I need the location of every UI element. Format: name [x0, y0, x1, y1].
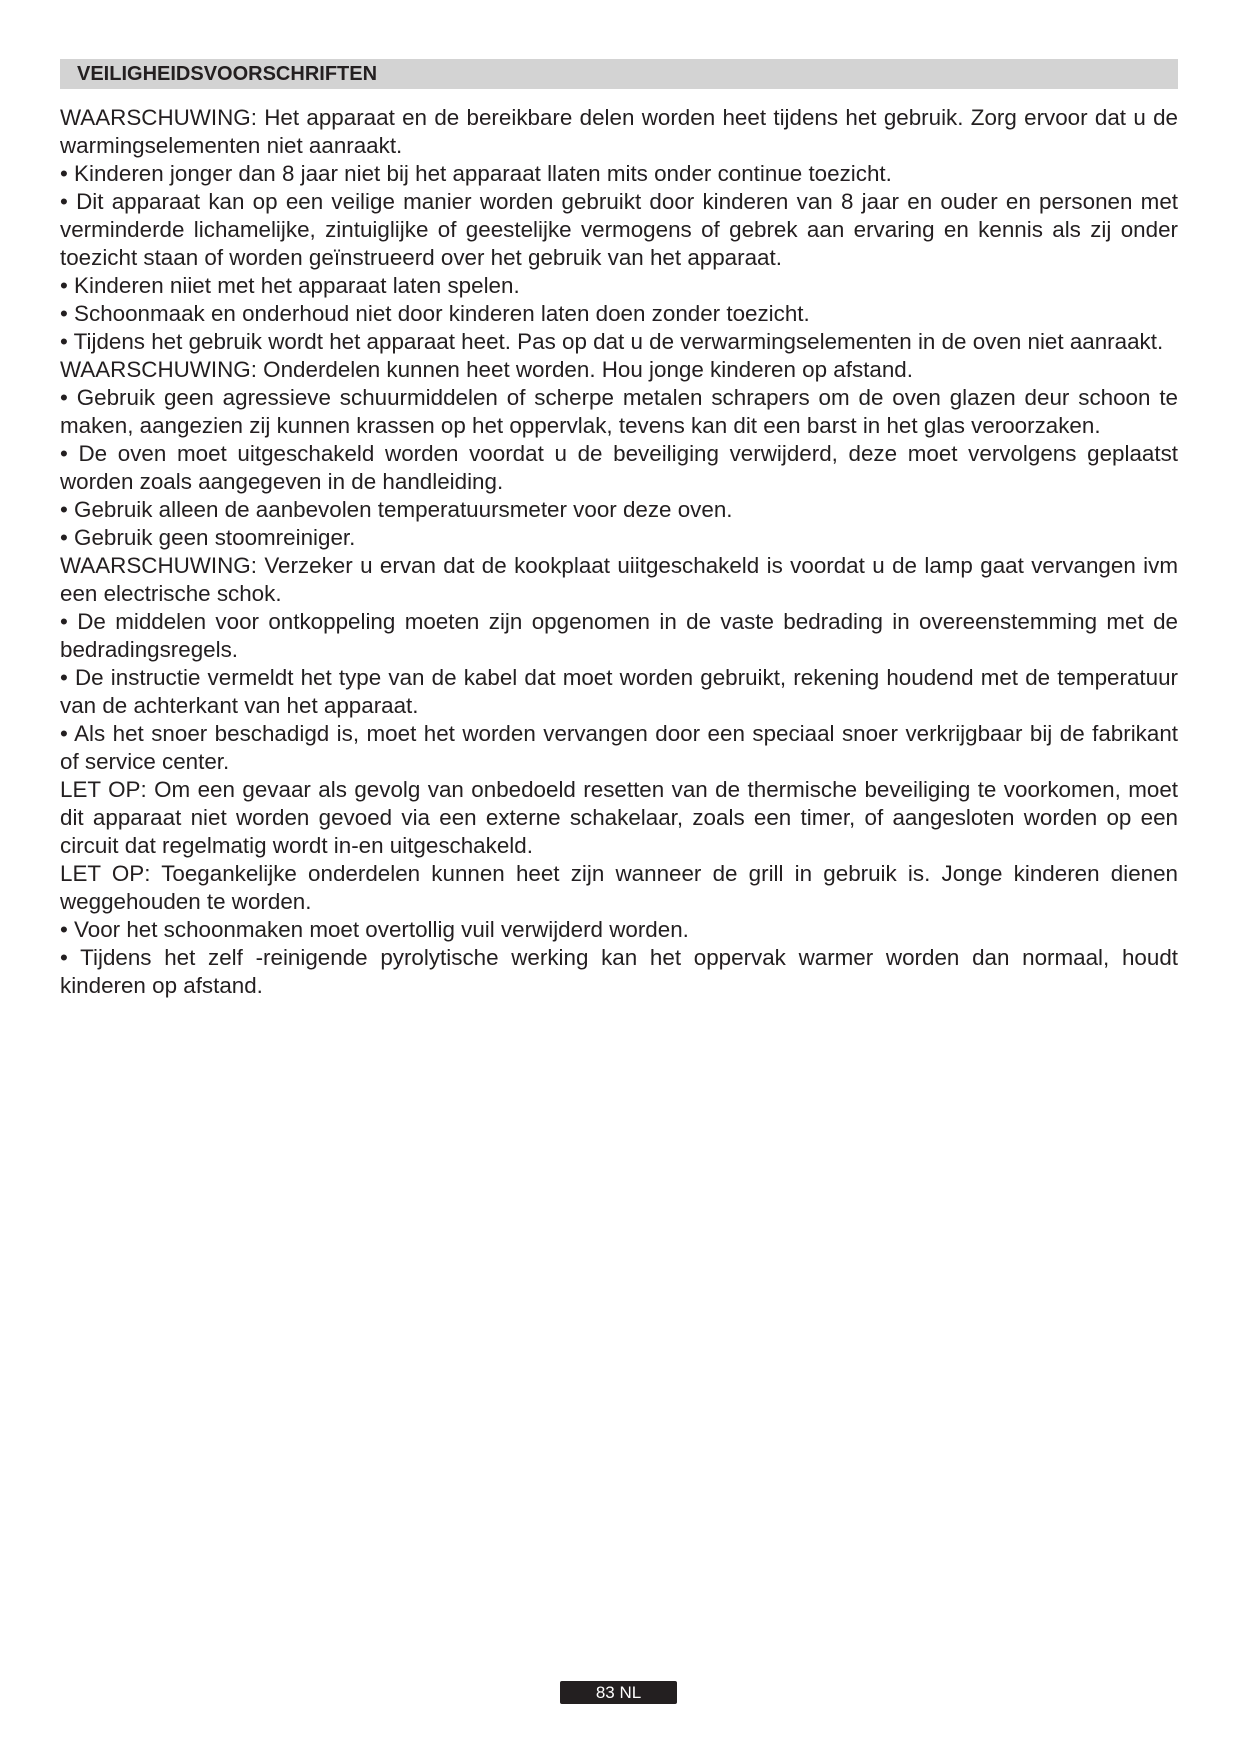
bullet-item: • Als het snoer beschadigd is, moet het worden vervangen door een speciaal snoer verkrijgbaar bij de fabrikant of service center.	[60, 721, 1178, 774]
warning-paragraph: WAARSCHUWING: Verzeker u ervan dat de kookplaat uiitgeschakeld is voordat u de lamp gaat vervangen ivm een electrische schok.	[60, 553, 1178, 606]
warning-paragraph: WAARSCHUWING: Onderdelen kunnen heet worden. Hou jonge kinderen op afstand.	[60, 357, 913, 382]
bullet-item: • Dit apparaat kan op een veilige manier worden gebruikt door kinderen van 8 jaar en ouder en personen met verminderde lichamelijke, zintuiglijke of geestelijke vermogens of gebrek aan ervaring en kennis als zij onder toezicht staan of worden geïnstrueerd over het gebruik van het apparaat.	[60, 189, 1178, 270]
bullet-item: • Schoonmaak en onderhoud niet door kinderen laten doen zonder toezicht.	[60, 301, 810, 326]
safety-instructions-body	[60, 104, 1178, 1000]
bullet-item: • De oven moet uitgeschakeld worden voordat u de beveiliging verwijderd, deze moet vervolgens geplaatst worden zoals aangegeven in de handleiding.	[60, 441, 1178, 494]
warning-paragraph: WAARSCHUWING: Het apparaat en de bereikbare delen worden heet tijdens het gebruik. Zorg ervoor dat u de warmingselementen niet aanraakt.	[60, 105, 1178, 158]
bullet-item: • Kinderen niiet met het apparaat laten spelen.	[60, 273, 520, 298]
section-title: VEILIGHEIDSVOORSCHRIFTEN	[60, 59, 1178, 89]
page-number-badge: 83 NL	[560, 1681, 677, 1704]
bullet-item: • Voor het schoonmaken moet overtollig vuil verwijderd worden.	[60, 917, 689, 942]
bullet-item: • Tijdens het zelf -reinigende pyrolytische werking kan het oppervak warmer worden dan normaal, houdt kinderen op afstand.	[60, 945, 1178, 998]
bullet-item: • Kinderen jonger dan 8 jaar niet bij het apparaat llaten mits onder continue toezicht.	[60, 161, 892, 186]
caution-paragraph: LET OP: Toegankelijke onderdelen kunnen heet zijn wanneer de grill in gebruik is. Jonge kinderen dienen weggehouden te worden.	[60, 861, 1178, 914]
bullet-item: • Gebruik alleen de aanbevolen temperatuursmeter voor deze oven.	[60, 497, 733, 522]
bullet-item: • De instructie vermeldt het type van de kabel dat moet worden gebruikt, rekening houdend met de temperatuur van de achterkant van het apparaat.	[60, 665, 1178, 718]
caution-paragraph: LET OP: Om een gevaar als gevolg van onbedoeld resetten van de thermische beveiliging te voorkomen, moet dit apparaat niet worden gevoed via een externe schakelaar, zoals een timer, of aangesloten worden op een circuit dat regelmatig wordt in-en uitgeschakeld.	[60, 777, 1178, 858]
bullet-item: • Tijdens het gebruik wordt het apparaat heet. Pas op dat u de verwarmingselementen in de oven niet aanraakt.	[60, 329, 1164, 354]
bullet-item: • De middelen voor ontkoppeling moeten zijn opgenomen in de vaste bedrading in overeenstemming met de bedradingsregels.	[60, 609, 1178, 662]
bullet-item: • Gebruik geen stoomreiniger.	[60, 525, 356, 550]
bullet-item: • Gebruik geen agressieve schuurmiddelen of scherpe metalen schrapers om de oven glazen deur schoon te maken, aangezien zij kunnen krassen op het oppervlak, tevens kan dit een barst in het glas veroorzaken.	[60, 385, 1178, 438]
